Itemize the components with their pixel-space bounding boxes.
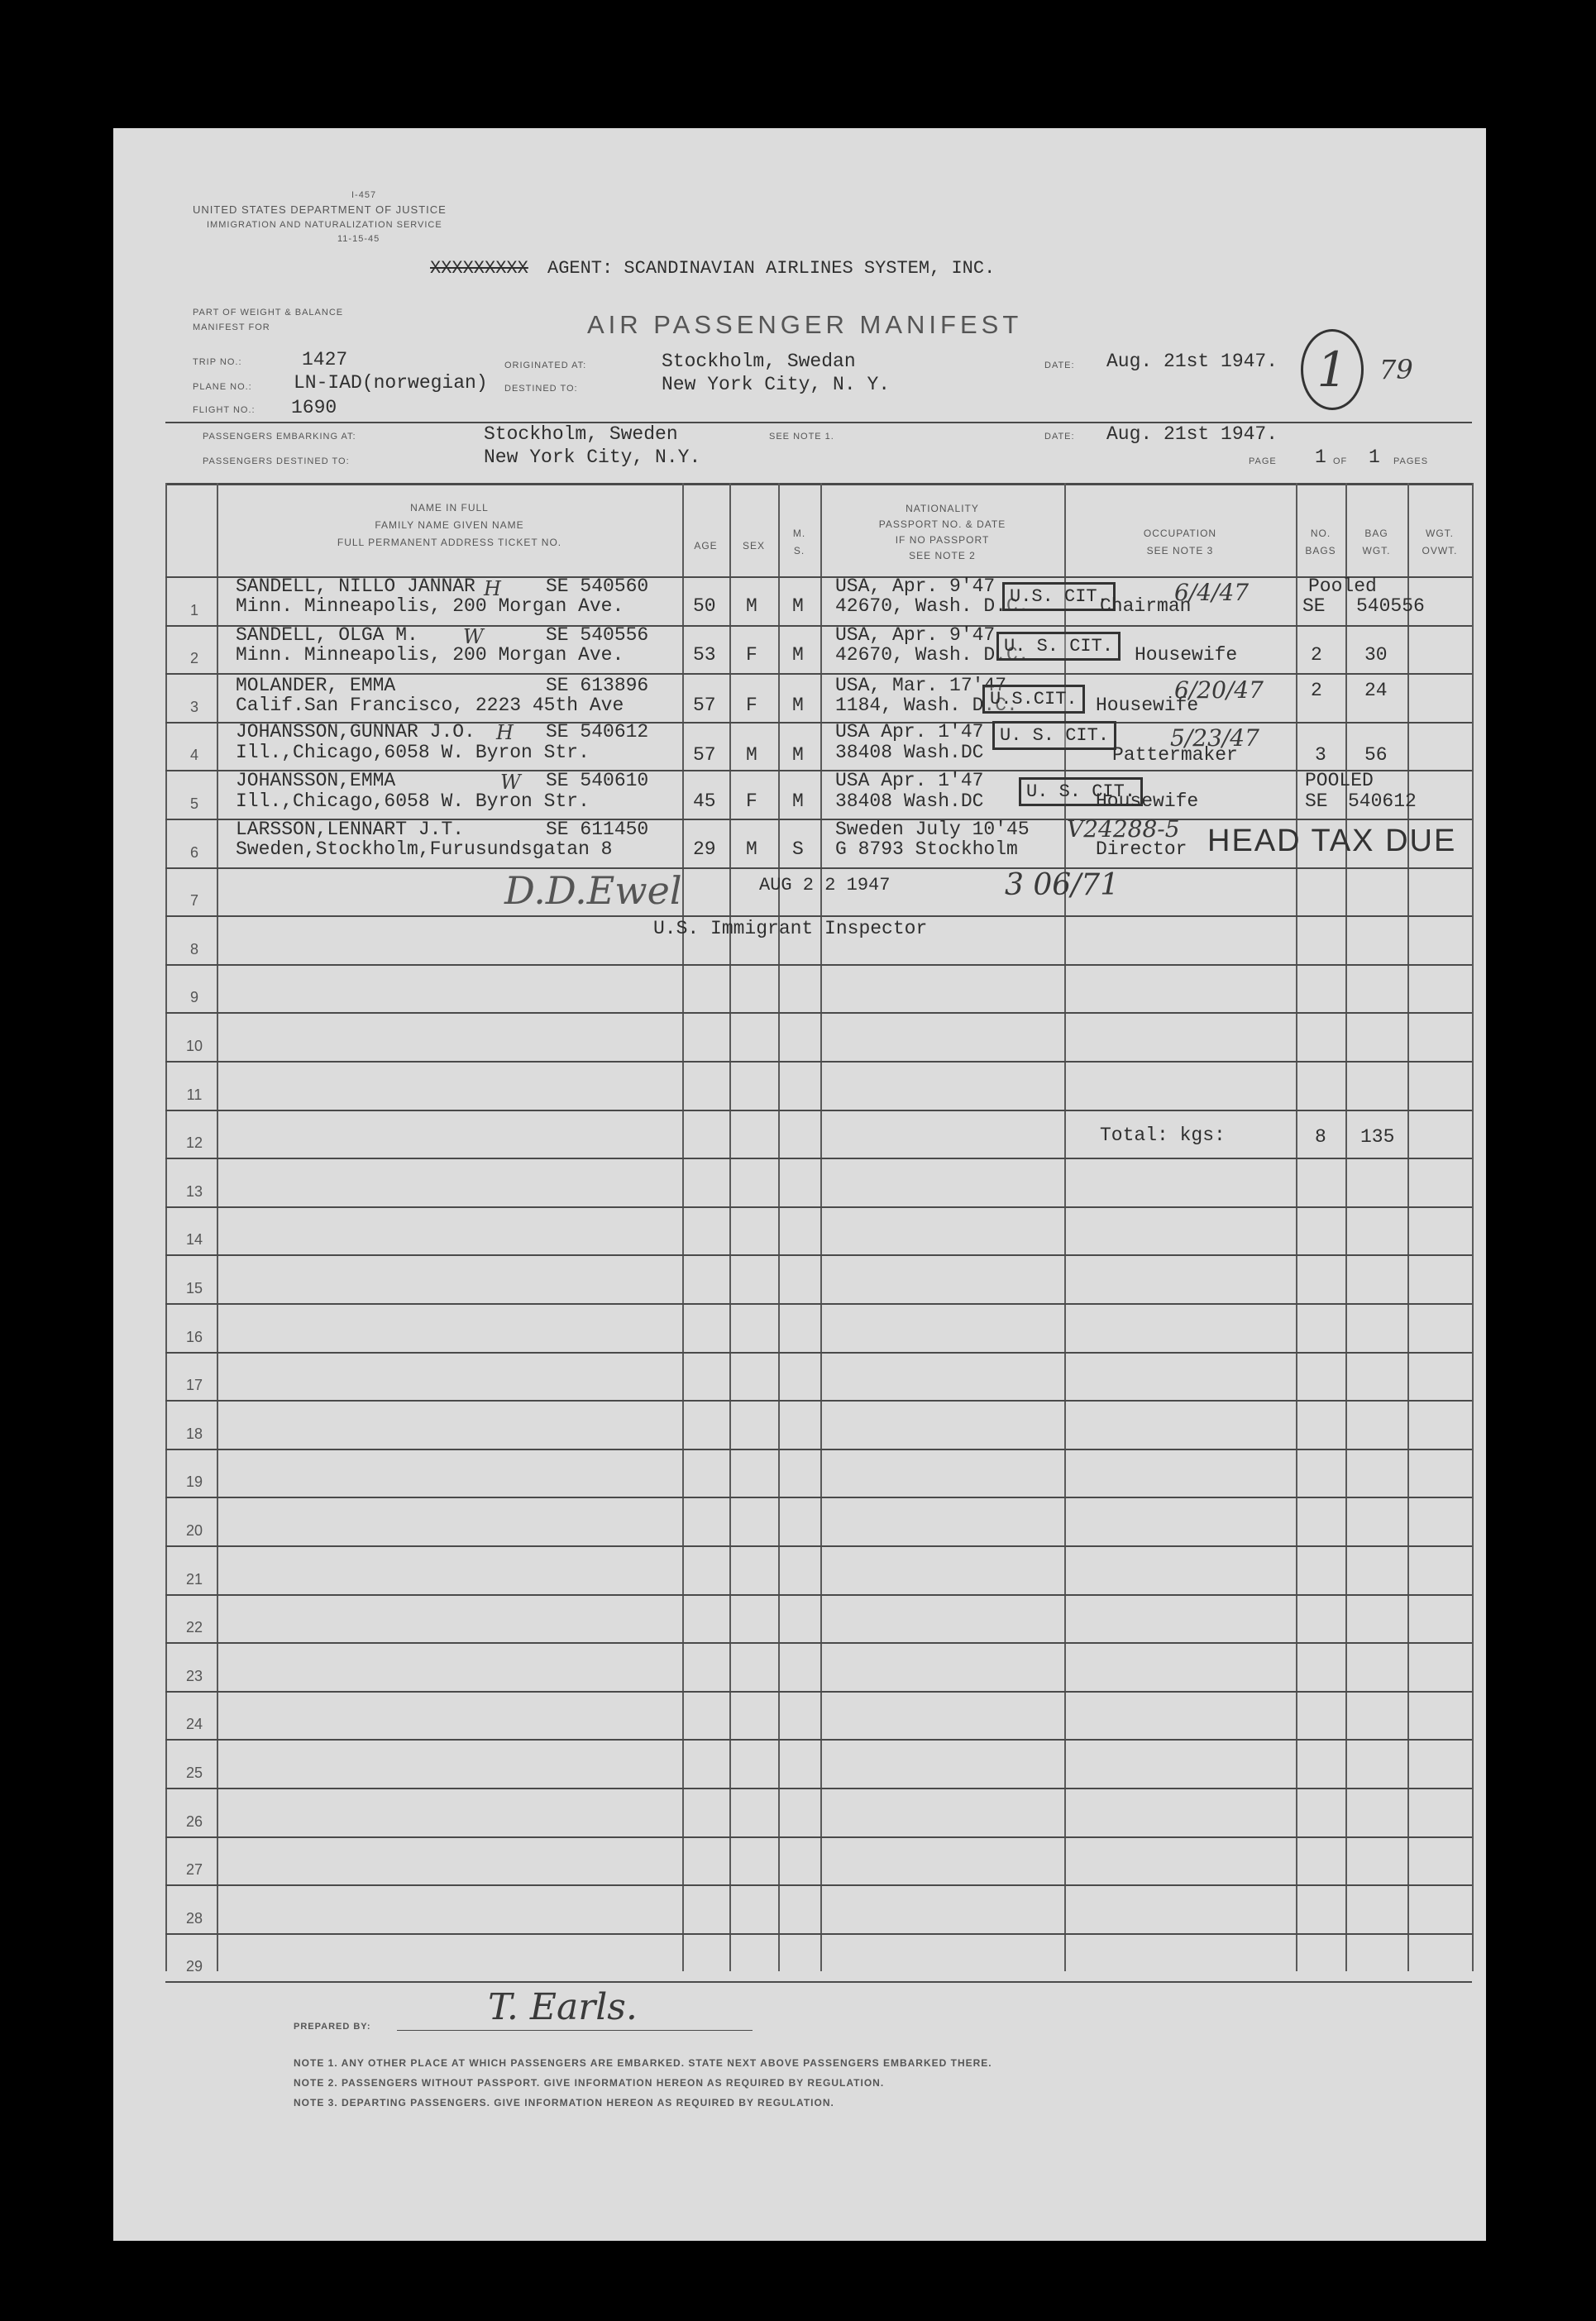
bagwgt-header-line2: WGT. <box>1362 545 1391 556</box>
relation-mark: H <box>484 577 501 600</box>
marital-header-s: S. <box>793 545 805 556</box>
row-number: 3 <box>189 699 198 715</box>
agent-prefix-struck: XXXXXXXXX <box>430 258 528 279</box>
row-number: 10 <box>185 1038 203 1054</box>
row-number: 14 <box>185 1231 203 1248</box>
row-number: 12 <box>185 1134 203 1151</box>
col-header-name <box>217 499 682 552</box>
sheet-number: 79 <box>1379 354 1413 385</box>
pages-label: PAGES <box>1393 456 1429 466</box>
bag-count: SE <box>1302 595 1326 617</box>
row-rule <box>165 1642 1472 1644</box>
bag-weight: 540612 <box>1348 790 1417 812</box>
row-number: 29 <box>185 1958 203 1975</box>
ticket-number: SE 613896 <box>546 675 649 696</box>
col-header-age: AGE <box>694 540 718 552</box>
passport-issued: USA Apr. 1'47 <box>835 770 984 791</box>
passport-issued: USA, Apr. 9'47 <box>835 575 996 597</box>
passenger-marital: M <box>792 595 804 617</box>
row-rule <box>165 1012 1472 1014</box>
occupation: Pattermaker <box>1112 744 1238 766</box>
bags-header-line2: BAGS <box>1305 545 1336 556</box>
row-rule <box>165 1691 1472 1693</box>
row-rule <box>165 1981 1472 1983</box>
row-number: 2 <box>189 650 198 666</box>
passenger-name: JOHANSSON,GUNNAR J.O. <box>236 721 475 743</box>
inspection-date-stamp: AUG 2 2 1947 <box>759 875 891 895</box>
passenger-name: JOHANSSON,EMMA <box>236 770 396 791</box>
ovwt-header-line2: OVWT. <box>1422 545 1458 556</box>
row-rule <box>165 1739 1472 1741</box>
row-number: 16 <box>185 1329 203 1345</box>
relation-mark: W <box>500 771 521 794</box>
page-number: 1 <box>1315 447 1326 468</box>
inspector-title: U.S. Immigrant Inspector <box>653 918 928 939</box>
bag-count: 2 <box>1311 644 1322 666</box>
passenger-name: LARSSON,LENNART J.T. <box>236 819 465 840</box>
col-divider-ms <box>820 483 822 1971</box>
row-rule <box>165 1400 1472 1402</box>
embark-date-value: Aug. 21st 1947. <box>1106 423 1278 445</box>
agent-line: AGENT: SCANDINAVIAN AIRLINES SYSTEM, INC. <box>547 258 996 279</box>
bag-weight: 56 <box>1364 744 1388 766</box>
row-number: 8 <box>189 941 198 958</box>
inspector-signature: D.D.Ewel <box>504 868 682 913</box>
row-number: 21 <box>185 1571 203 1588</box>
date-label: DATE: <box>1044 361 1075 370</box>
passenger-name: SANDELL, NILLO JANNAR <box>236 575 475 597</box>
row-rule <box>165 1836 1472 1838</box>
name-header-line2: FAMILY NAME GIVEN NAME <box>375 519 524 531</box>
prepared-by-signature: T. Earls. <box>488 1986 638 2028</box>
passenger-sex: M <box>746 595 757 617</box>
citizenship-stamp: U. S. CIT. <box>1019 777 1143 806</box>
occupation: Housewife <box>1096 790 1199 812</box>
row-number: 13 <box>185 1183 203 1200</box>
row-rule <box>165 1110 1472 1111</box>
ticket-number: SE 540612 <box>546 721 649 743</box>
row-rule <box>165 1061 1472 1063</box>
agency-line1: UNITED STATES DEPARTMENT OF JUSTICE <box>193 203 447 216</box>
row-number: 17 <box>185 1377 203 1393</box>
row-number: 9 <box>189 989 198 1005</box>
relation-mark: W <box>463 625 484 648</box>
row-number: 26 <box>185 1813 203 1830</box>
col-divider-bags <box>1345 483 1347 1971</box>
passenger-address: Minn. Minneapolis, 200 Morgan Ave. <box>236 644 624 666</box>
of-label: OF <box>1333 456 1348 466</box>
row-number: 4 <box>189 747 198 763</box>
circled-number: 1 <box>1301 329 1364 410</box>
passport-issued: Sweden July 10'45 <box>835 819 1030 840</box>
citizenship-stamp: U. S. CIT. <box>996 632 1121 661</box>
passenger-sex: F <box>746 790 757 812</box>
destined-value: New York City, N. Y. <box>662 374 891 395</box>
marital-header-m: M. <box>792 528 806 539</box>
passenger-address: Ill.,Chicago,6058 W. Byron Str. <box>236 790 590 812</box>
passport-number: 42670, Wash. D.C. <box>835 595 1030 617</box>
col-divider-sex <box>778 483 780 1971</box>
passenger-sex: F <box>746 644 757 666</box>
embarking-value: Stockholm, Sweden <box>484 423 678 445</box>
col-header-occupation <box>1064 525 1296 560</box>
total-weight: 135 <box>1360 1126 1395 1148</box>
citizenship-stamp: U. S. CIT. <box>992 721 1116 750</box>
row-rule <box>165 867 1472 869</box>
col-divider-occupation <box>1296 483 1297 1971</box>
passenger-marital: M <box>792 644 804 666</box>
row-number: 1 <box>189 602 198 618</box>
table-left-border <box>165 483 167 1971</box>
row-rule <box>165 1933 1472 1935</box>
passenger-age: 57 <box>693 695 716 716</box>
row-rule <box>165 1206 1472 1208</box>
ticket-number: SE 540556 <box>546 624 649 646</box>
row-rule <box>165 1545 1472 1547</box>
row-rule <box>165 1788 1472 1789</box>
row-number: 7 <box>189 892 198 909</box>
destined-label: DESTINED TO: <box>504 384 578 394</box>
manifest-page <box>113 128 1486 2241</box>
col-header-nationality <box>820 501 1064 564</box>
row-number: 27 <box>185 1861 203 1878</box>
document-title: AIR PASSENGER MANIFEST <box>587 310 1023 339</box>
note-1: NOTE 1. ANY OTHER PLACE AT WHICH PASSENGERS ARE EMBARKED. STATE NEXT ABOVE PASSENGERS EMBARKED THERE. <box>294 2057 992 2069</box>
form-date-code: 11-15-45 <box>337 234 380 244</box>
bag-weight: 540556 <box>1356 595 1425 617</box>
occupation-header-line2: SEE NOTE 3 <box>1146 545 1214 556</box>
nationality-header-line3: IF NO PASSPORT <box>895 534 990 546</box>
form-number: I-457 <box>351 190 377 200</box>
row-number: 25 <box>185 1765 203 1781</box>
bag-note: POOLED <box>1305 770 1374 791</box>
part-of-label2: MANIFEST FOR <box>193 322 270 332</box>
passenger-marital: M <box>792 695 804 716</box>
passenger-age: 45 <box>693 790 716 812</box>
total-bags: 8 <box>1315 1126 1326 1148</box>
occupation-header-line1: OCCUPATION <box>1143 528 1217 539</box>
handwritten-date: 6/20/47 <box>1174 676 1264 704</box>
passenger-sex: M <box>746 744 757 766</box>
agency-line2: IMMIGRATION AND NATURALIZATION SERVICE <box>207 220 442 230</box>
head-tax-due-stamp: HEAD TAX DUE <box>1207 824 1457 858</box>
row-rule <box>165 1352 1472 1354</box>
row-rule <box>165 1594 1472 1596</box>
ovwt-header-line1: WGT. <box>1426 528 1454 539</box>
row-rule <box>165 1158 1472 1159</box>
ticket-number: SE 540560 <box>546 575 649 597</box>
passenger-sex: F <box>746 695 757 716</box>
total-label: Total: kgs: <box>1100 1125 1226 1146</box>
handwritten-date: 6/4/47 <box>1174 579 1250 606</box>
bag-count: SE <box>1305 790 1328 812</box>
bagwgt-header-line1: BAG <box>1364 528 1388 539</box>
passenger-address: Sweden,Stockholm,Furusundsgatan 8 <box>236 838 613 860</box>
passenger-marital: S <box>792 838 804 860</box>
passenger-address: Ill.,Chicago,6058 W. Byron Str. <box>236 742 590 763</box>
row-number: 23 <box>185 1668 203 1684</box>
originated-label: ORIGINATED AT: <box>504 361 587 370</box>
occupation: Housewife <box>1096 695 1199 716</box>
col-divider-name <box>682 483 684 1971</box>
col-divider-age <box>729 483 731 1971</box>
name-header-line3: FULL PERMANENT ADDRESS TICKET NO. <box>337 537 562 548</box>
col-header-bags <box>1296 525 1345 560</box>
name-header-line1: NAME IN FULL <box>410 502 489 513</box>
row-number: 11 <box>186 1086 203 1103</box>
passenger-age: 53 <box>693 644 716 666</box>
row-rule <box>165 964 1472 966</box>
nationality-header-line4: SEE NOTE 2 <box>909 550 976 561</box>
trip-label: TRIP NO.: <box>193 357 242 367</box>
handwritten-fraction: 3 06/71 <box>1005 868 1120 902</box>
passenger-age: 29 <box>693 838 716 860</box>
table-top-rule <box>165 483 1472 485</box>
date-value: Aug. 21st 1947. <box>1106 351 1278 372</box>
passenger-name: SANDELL, OLGA M. <box>236 624 418 646</box>
nationality-header-line2: PASSPORT NO. & DATE <box>878 518 1006 530</box>
handwritten-date: 5/23/47 <box>1170 724 1259 752</box>
embark-date-label: DATE: <box>1044 432 1075 442</box>
passport-issued: USA, Apr. 9'47 <box>835 624 996 646</box>
bag-note: Pooled <box>1308 575 1377 597</box>
flight-number: 1690 <box>291 397 337 418</box>
col-header-bag-weight <box>1345 525 1407 560</box>
occupation: Housewife <box>1135 644 1238 666</box>
row-number: 15 <box>185 1280 203 1297</box>
bag-weight: 24 <box>1364 680 1388 701</box>
nationality-header-line1: NATIONALITY <box>906 503 979 514</box>
bag-weight: 30 <box>1364 644 1388 666</box>
passport-number: 38408 Wash.DC <box>835 790 984 812</box>
handwritten-number: V24288-5 <box>1067 815 1180 843</box>
passport-number: 1184, Wash. D.C. <box>835 695 1018 716</box>
passenger-age: 50 <box>693 595 716 617</box>
col-header-marital <box>778 525 820 560</box>
col-header-sex: SEX <box>742 540 765 552</box>
citizenship-stamp: U.S. CIT. <box>1002 582 1116 611</box>
row-number: 5 <box>189 795 198 812</box>
row-number: 20 <box>185 1522 203 1539</box>
trip-number: 1427 <box>302 349 348 370</box>
occupation: Chairman <box>1100 595 1192 617</box>
row-number: 6 <box>189 844 198 861</box>
row-rule <box>165 1254 1472 1256</box>
occupation: Director <box>1096 838 1187 860</box>
passengers-destined-label: PASSENGERS DESTINED TO: <box>203 456 350 466</box>
embarking-label: PASSENGERS EMBARKING AT: <box>203 432 356 442</box>
passport-number: G 8793 Stockholm <box>835 838 1018 860</box>
prepared-by-label: PREPARED BY: <box>294 2022 371 2032</box>
passengers-destined-value: New York City, N.Y. <box>484 447 701 468</box>
col-header-overweight <box>1407 525 1472 560</box>
row-number: 19 <box>185 1473 203 1490</box>
passenger-address: Calif.San Francisco, 2223 45th Ave <box>236 695 624 716</box>
part-of-label1: PART OF WEIGHT & BALANCE <box>193 308 344 318</box>
page-total: 1 <box>1369 447 1380 468</box>
row-rule <box>165 1497 1472 1498</box>
row-number: 18 <box>185 1426 203 1442</box>
citizenship-stamp: U.S.CIT. <box>982 685 1085 714</box>
relation-mark: H <box>496 721 514 744</box>
bag-count: 3 <box>1315 744 1326 766</box>
row-rule <box>165 1449 1472 1450</box>
passport-issued: USA, Mar. 17'47 <box>835 675 1007 696</box>
row-number: 28 <box>185 1910 203 1927</box>
passenger-address: Minn. Minneapolis, 200 Morgan Ave. <box>236 595 624 617</box>
ticket-number: SE 540610 <box>546 770 649 791</box>
note-3: NOTE 3. DEPARTING PASSENGERS. GIVE INFORMATION HEREON AS REQUIRED BY REGULATION. <box>294 2097 834 2108</box>
row-number: 22 <box>185 1619 203 1636</box>
ticket-number: SE 611450 <box>546 819 649 840</box>
prepared-by-line <box>397 2030 753 2031</box>
bags-header-line1: NO. <box>1310 528 1331 539</box>
originated-value: Stockholm, Swedan <box>662 351 856 372</box>
note-2: NOTE 2. PASSENGERS WITHOUT PASSPORT. GIVE INFORMATION HEREON AS REQUIRED BY REGULATION. <box>294 2077 885 2089</box>
row-rule <box>165 1884 1472 1886</box>
passport-number: 42670, Wash. D.C. <box>835 644 1030 666</box>
table-right-border <box>1472 483 1474 1971</box>
bag-count: 2 <box>1311 680 1322 701</box>
page-label: PAGE <box>1249 456 1277 466</box>
flight-label: FLIGHT NO.: <box>193 405 256 415</box>
row-number: 24 <box>185 1716 203 1732</box>
see-note-1: SEE NOTE 1. <box>769 432 834 442</box>
row-rule <box>165 915 1472 917</box>
passenger-age: 57 <box>693 744 716 766</box>
passport-issued: USA Apr. 1'47 <box>835 721 984 743</box>
row-rule <box>165 1303 1472 1305</box>
plane-label: PLANE NO.: <box>193 382 252 392</box>
col-divider-bagwgt <box>1407 483 1409 1971</box>
passenger-marital: M <box>792 790 804 812</box>
plane-number: LN-IAD(norwegian) <box>294 372 488 394</box>
passport-number: 38408 Wash.DC <box>835 742 984 763</box>
passenger-sex: M <box>746 838 757 860</box>
col-divider-num <box>217 483 218 1971</box>
passenger-name: MOLANDER, EMMA <box>236 675 396 696</box>
passenger-marital: M <box>792 744 804 766</box>
